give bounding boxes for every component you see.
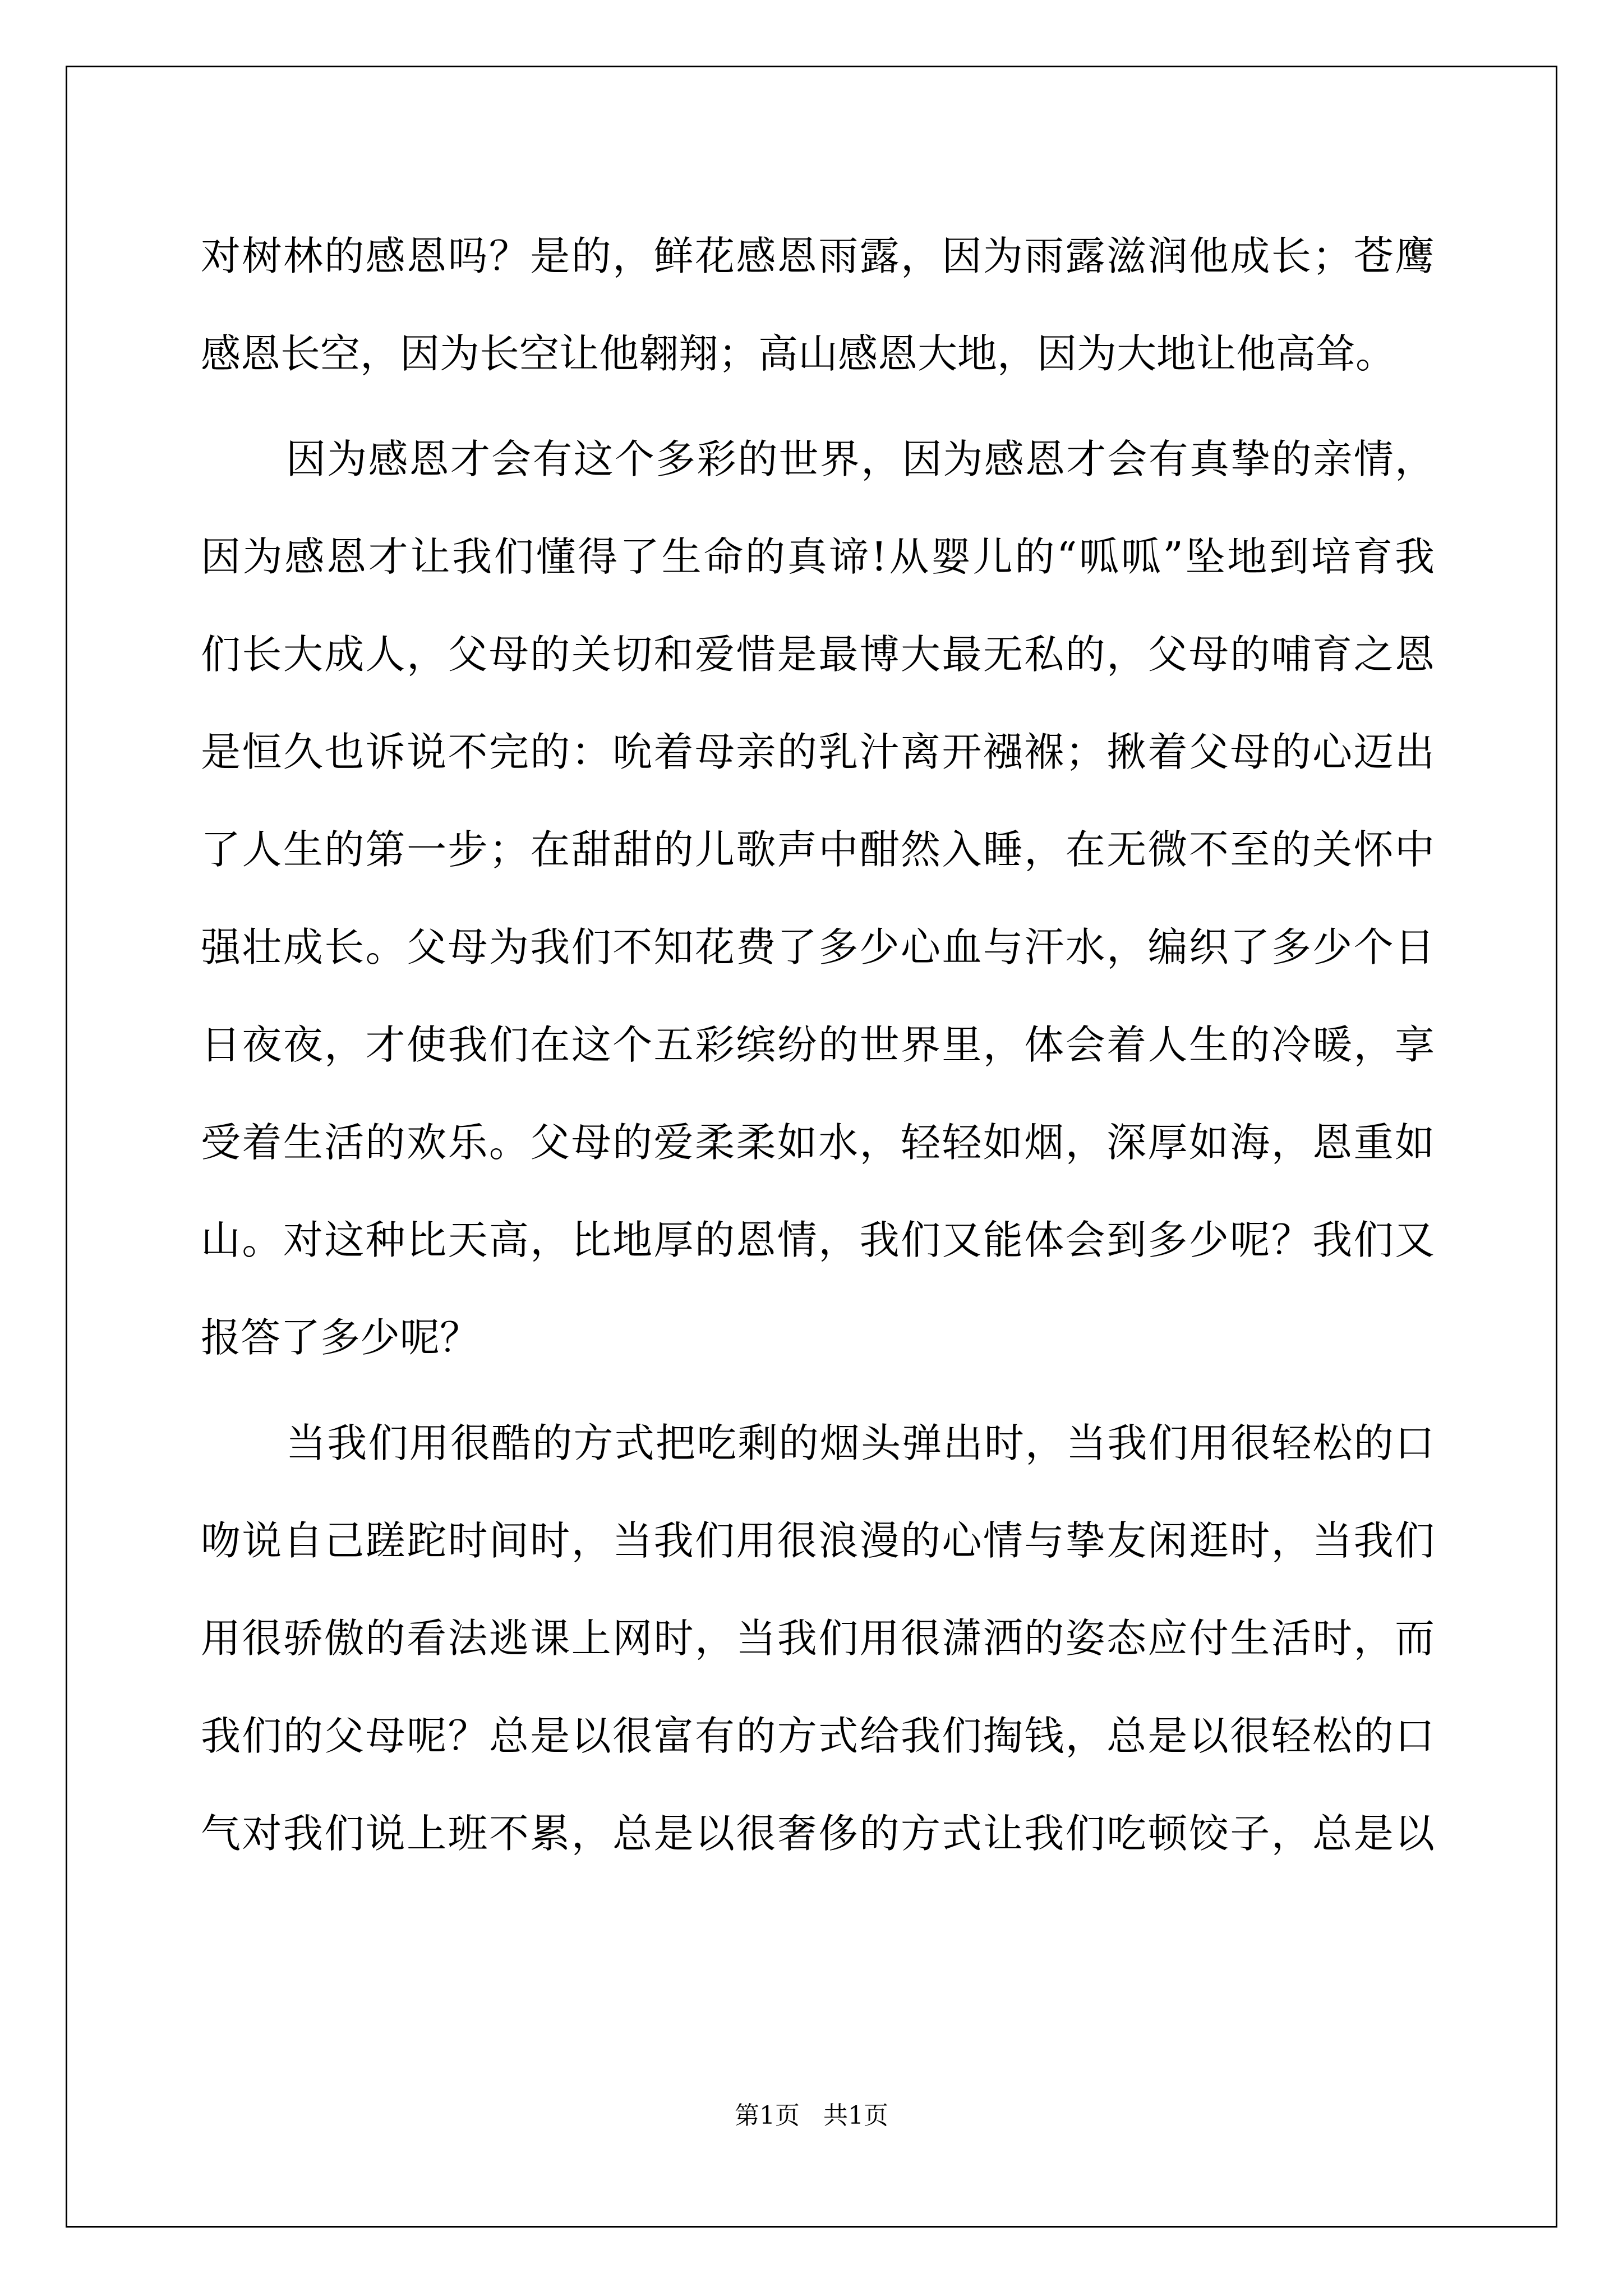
text-line: 对树林的感恩吗？是的，鲜花感恩雨露，因为雨露滋润他成长；苍鹰 xyxy=(201,233,1435,279)
text-line: 山。对这种比天高，比地厚的恩情，我们又能体会到多少呢？我们又 xyxy=(201,1217,1435,1263)
text-line: 因为感恩才让我们懂得了生命的真谛!从婴儿的“呱呱”坠地到培育我 xyxy=(201,533,1435,580)
text-line: 气对我们说上班不累，总是以很奢侈的方式让我们吃顿饺子，总是以 xyxy=(201,1810,1435,1857)
text-line: 我们的父母呢？总是以很富有的方式给我们掏钱，总是以很轻松的口 xyxy=(201,1713,1435,1759)
document-body xyxy=(201,208,1435,1883)
text-line: 是恒久也诉说不完的：吮着母亲的乳汁离开襁褓；揪着父母的心迈出 xyxy=(201,729,1435,775)
page-footer: 第1页 共1页 xyxy=(735,2101,888,2130)
paragraph-1 xyxy=(201,208,1435,403)
paragraph-2 xyxy=(201,411,1435,1387)
text-line: 了人生的第一步；在甜甜的儿歌声中酣然入睡，在无微不至的关怀中 xyxy=(201,826,1435,873)
text-line: 强壮成长。父母为我们不知花费了多少心血与汗水，编织了多少个日 xyxy=(201,924,1435,970)
text-line: 吻说自己蹉跎时间时，当我们用很浪漫的心情与挚友闲逛时，当我们 xyxy=(201,1517,1435,1564)
text-line: 当我们用很酷的方式把吃剩的烟头弹出时，当我们用很轻松的口 xyxy=(286,1420,1435,1466)
text-line: 感恩长空，因为长空让他翱翔；高山感恩大地，因为大地让他高耸。 xyxy=(201,330,1396,377)
text-line: 报答了多少呢？ xyxy=(201,1314,480,1361)
text-line: 因为感恩才会有这个多彩的世界，因为感恩才会有真挚的亲情， xyxy=(286,436,1435,482)
text-line: 用很骄傲的看法逃课上网时，当我们用很潇洒的姿态应付生活时，而 xyxy=(201,1615,1435,1662)
paragraph-3 xyxy=(201,1395,1435,1883)
text-line: 受着生活的欢乐。父母的爱柔柔如水，轻轻如烟，深厚如海，恩重如 xyxy=(201,1119,1435,1166)
text-line: 日夜夜，才使我们在这个五彩缤纷的世界里，体会着人生的冷暖，享 xyxy=(201,1022,1435,1068)
text-line: 们长大成人，父母的关切和爱惜是最博大最无私的，父母的哺育之恩 xyxy=(201,631,1435,678)
